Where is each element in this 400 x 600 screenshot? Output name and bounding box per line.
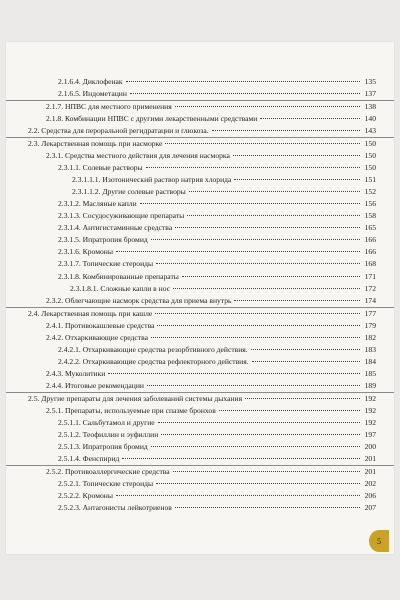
toc-entry (6, 76, 394, 88)
dot-leader (212, 130, 360, 131)
toc-entry (6, 502, 394, 514)
toc-entry-title: 2.5.2. Противоаллергические средства (46, 467, 170, 476)
toc-entry (6, 368, 394, 380)
toc-entry-title: 2.5.1.4. Фенспирид (58, 453, 120, 463)
toc-entry-title: 2.3.1.8.1. Сложные капли в нос (70, 283, 171, 293)
dot-leader (219, 410, 360, 411)
toc-entry-page: 166 (364, 235, 376, 245)
toc-entry-page: 140 (364, 114, 376, 124)
dot-leader (147, 385, 360, 386)
toc-entry-page: 151 (364, 175, 376, 185)
toc-entry (6, 234, 394, 246)
table-of-contents (6, 76, 394, 514)
toc-entry-page: 165 (364, 223, 376, 233)
toc-entry-page: 166 (364, 247, 376, 257)
toc-entry (6, 258, 394, 270)
toc-entry (6, 174, 394, 186)
toc-entry-title: 2.3.1.1. Солевые растворы (58, 163, 143, 173)
toc-entry-page: 206 (364, 491, 376, 501)
dot-leader (260, 118, 360, 119)
dot-leader (173, 471, 360, 472)
page-number: 5 (377, 536, 381, 546)
toc-entry (6, 210, 394, 222)
toc-entry-title: 2.2. Средства для пероральной регидратации и глюкоза. (28, 126, 209, 136)
toc-entry-title: 2.4.2. Отхаркивающие средства (46, 332, 148, 342)
dot-leader (108, 373, 360, 374)
toc-entry (6, 441, 394, 453)
dot-leader (156, 483, 360, 484)
toc-entry (6, 429, 394, 441)
dot-leader (189, 191, 360, 192)
toc-entry (6, 101, 394, 113)
toc-entry-title: 2.5.1. Препараты, используемые при спазме бронхов (46, 405, 216, 415)
page-number-badge (369, 530, 389, 552)
toc-entry (6, 186, 394, 198)
toc-entry (6, 198, 394, 210)
toc-entry-title: 2.1.6.4. Диклофенак (58, 77, 123, 86)
dot-leader (130, 93, 360, 94)
toc-entry-title: 2.4.2.1. Отхаркивающие средства резорбтивного действия. (58, 344, 248, 354)
toc-entry-title: 2.4.2.2. Отхаркивающие средства рефлекторного действия. (58, 356, 249, 366)
toc-entry-page: 137 (364, 89, 376, 99)
dot-leader (251, 349, 360, 350)
toc-entry-page: 172 (364, 283, 376, 293)
toc-entry (6, 222, 394, 234)
toc-entry (6, 125, 394, 138)
toc-entry (6, 88, 394, 101)
toc-entry-title: 2.5. Другие препараты для лечения заболеваний системы дыхания (28, 393, 243, 403)
toc-entry-title: 2.3.1.3. Сосудосуживающие препараты (58, 211, 185, 221)
dot-leader (234, 179, 360, 180)
toc-entry-page: 171 (364, 271, 376, 281)
dot-leader (173, 288, 360, 289)
toc-entry-page: 192 (364, 405, 376, 415)
toc-entry (6, 453, 394, 466)
toc-entry-page: 143 (364, 126, 376, 136)
toc-entry-title: 2.3.1.2. Масляные капли (58, 199, 137, 209)
dot-leader (187, 215, 360, 216)
dot-leader (158, 422, 360, 423)
dot-leader (175, 227, 360, 228)
toc-entry-page: 185 (364, 368, 376, 378)
toc-entry (6, 246, 394, 258)
dot-leader (116, 495, 360, 496)
toc-entry (6, 466, 394, 478)
toc-entry-title: 2.5.1.3. Ипратропия бромид (58, 441, 148, 451)
dot-leader (252, 361, 360, 362)
toc-entry-title: 2.3.1.6. Кромоны (58, 247, 113, 257)
toc-entry-page: 138 (364, 102, 376, 112)
toc-entry (6, 283, 394, 295)
toc-entry-title: 2.3.1.1.2. Другие солевые растворы (72, 187, 186, 197)
toc-entry-page: 192 (364, 393, 376, 403)
toc-entry-title: 2.3.1.1.1. Изотонический раствор натрия хлорида (72, 175, 232, 185)
toc-entry-title: 2.1.8. Комбинации НПВС с другими лекарственными средствами (46, 114, 258, 124)
toc-entry-page: 207 (364, 503, 376, 513)
toc-entry-page: 184 (364, 356, 376, 366)
dot-leader (245, 398, 360, 399)
toc-entry-page: 182 (364, 332, 376, 342)
toc-entry-page: 177 (364, 308, 376, 318)
dot-leader (234, 300, 360, 301)
toc-entry (6, 150, 394, 162)
dot-leader (233, 155, 360, 156)
dot-leader (175, 106, 360, 107)
toc-entry-page: 192 (364, 417, 376, 427)
dot-leader (157, 325, 360, 326)
toc-entry (6, 490, 394, 502)
toc-entry-title: 2.4.3. Муколитики (46, 368, 106, 378)
toc-entry (6, 405, 394, 417)
toc-entry-page: 156 (364, 199, 376, 209)
toc-entry-title: 2.3.1.7. Топические стероиды (58, 259, 154, 269)
toc-entry-title: 2.3.2. Облегчающие насморк средства для приема внутрь (46, 295, 232, 305)
toc-entry (6, 332, 394, 344)
dot-leader (151, 337, 360, 338)
toc-entry-page: 179 (364, 320, 376, 330)
toc-entry-page: 150 (364, 139, 376, 149)
toc-entry-page: 200 (364, 441, 376, 451)
dot-leader (116, 251, 360, 252)
toc-entry-page: 158 (364, 211, 376, 221)
dot-leader (156, 263, 360, 264)
toc-entry-title: 2.3.1.5. Ипратропия бромид (58, 235, 148, 245)
dot-leader (175, 507, 360, 508)
toc-entry-page: 135 (364, 77, 376, 86)
toc-entry-page: 150 (364, 163, 376, 173)
toc-entry (6, 478, 394, 490)
toc-entry (6, 113, 394, 125)
dot-leader (151, 446, 360, 447)
toc-entry-title: 2.4. Лекарственная помощь при кашле (28, 308, 153, 318)
dot-leader (151, 239, 360, 240)
toc-entry (6, 417, 394, 429)
dot-leader (140, 203, 360, 204)
dot-leader (182, 276, 360, 277)
toc-entry (6, 271, 394, 283)
toc-entry-page: 152 (364, 187, 376, 197)
toc-entry-page: 183 (364, 344, 376, 354)
toc-entry (6, 138, 394, 150)
toc-entry-title: 2.5.1.2. Теофиллин и эуфиллин (58, 429, 159, 439)
toc-entry-page: 168 (364, 259, 376, 269)
toc-entry (6, 356, 394, 368)
toc-entry-title: 2.3.1.8. Комбинированные препараты (58, 271, 179, 281)
toc-entry-page: 197 (364, 429, 376, 439)
dot-leader (146, 167, 360, 168)
toc-entry (6, 162, 394, 174)
toc-entry-page: 174 (364, 295, 376, 305)
dot-leader (155, 313, 360, 314)
toc-entry-title: 2.3.1. Средства местного действия для лечения насморка (46, 151, 230, 161)
toc-entry-title: 2.3. Лекарственная помощь при насморке (28, 139, 163, 149)
dot-leader (161, 434, 360, 435)
toc-entry-title: 2.4.1. Противокашлевые средства (46, 320, 155, 330)
toc-entry (6, 393, 394, 405)
dot-leader (122, 458, 360, 459)
toc-entry-page: 202 (364, 479, 376, 489)
toc-entry-page: 189 (364, 380, 376, 390)
toc-entry-title: 2.4.4. Итоговые рекомендации (46, 380, 144, 390)
toc-entry (6, 344, 394, 356)
toc-entry-page: 150 (364, 151, 376, 161)
toc-entry-page: 201 (364, 453, 376, 463)
toc-entry-title: 2.5.2.2. Кромоны (58, 491, 113, 501)
book-page (6, 42, 394, 554)
toc-entry-title: 2.1.6.5. Индометацин (58, 89, 127, 99)
toc-entry (6, 308, 394, 320)
toc-entry-title: 2.5.1.1. Сальбутамол и другие (58, 417, 155, 427)
toc-entry (6, 295, 394, 308)
toc-entry (6, 320, 394, 332)
dot-leader (126, 81, 360, 82)
toc-entry (6, 380, 394, 393)
toc-entry-title: 2.3.1.4. Антигистаминные средства (58, 223, 173, 233)
toc-entry-page: 201 (364, 467, 376, 476)
dot-leader (165, 143, 360, 144)
toc-entry-title: 2.1.7. НПВС для местного применения (46, 102, 172, 112)
toc-entry-title: 2.5.2.1. Топические стероиды (58, 479, 154, 489)
toc-entry-title: 2.5.2.3. Антагонисты лейкотриенов (58, 503, 172, 513)
